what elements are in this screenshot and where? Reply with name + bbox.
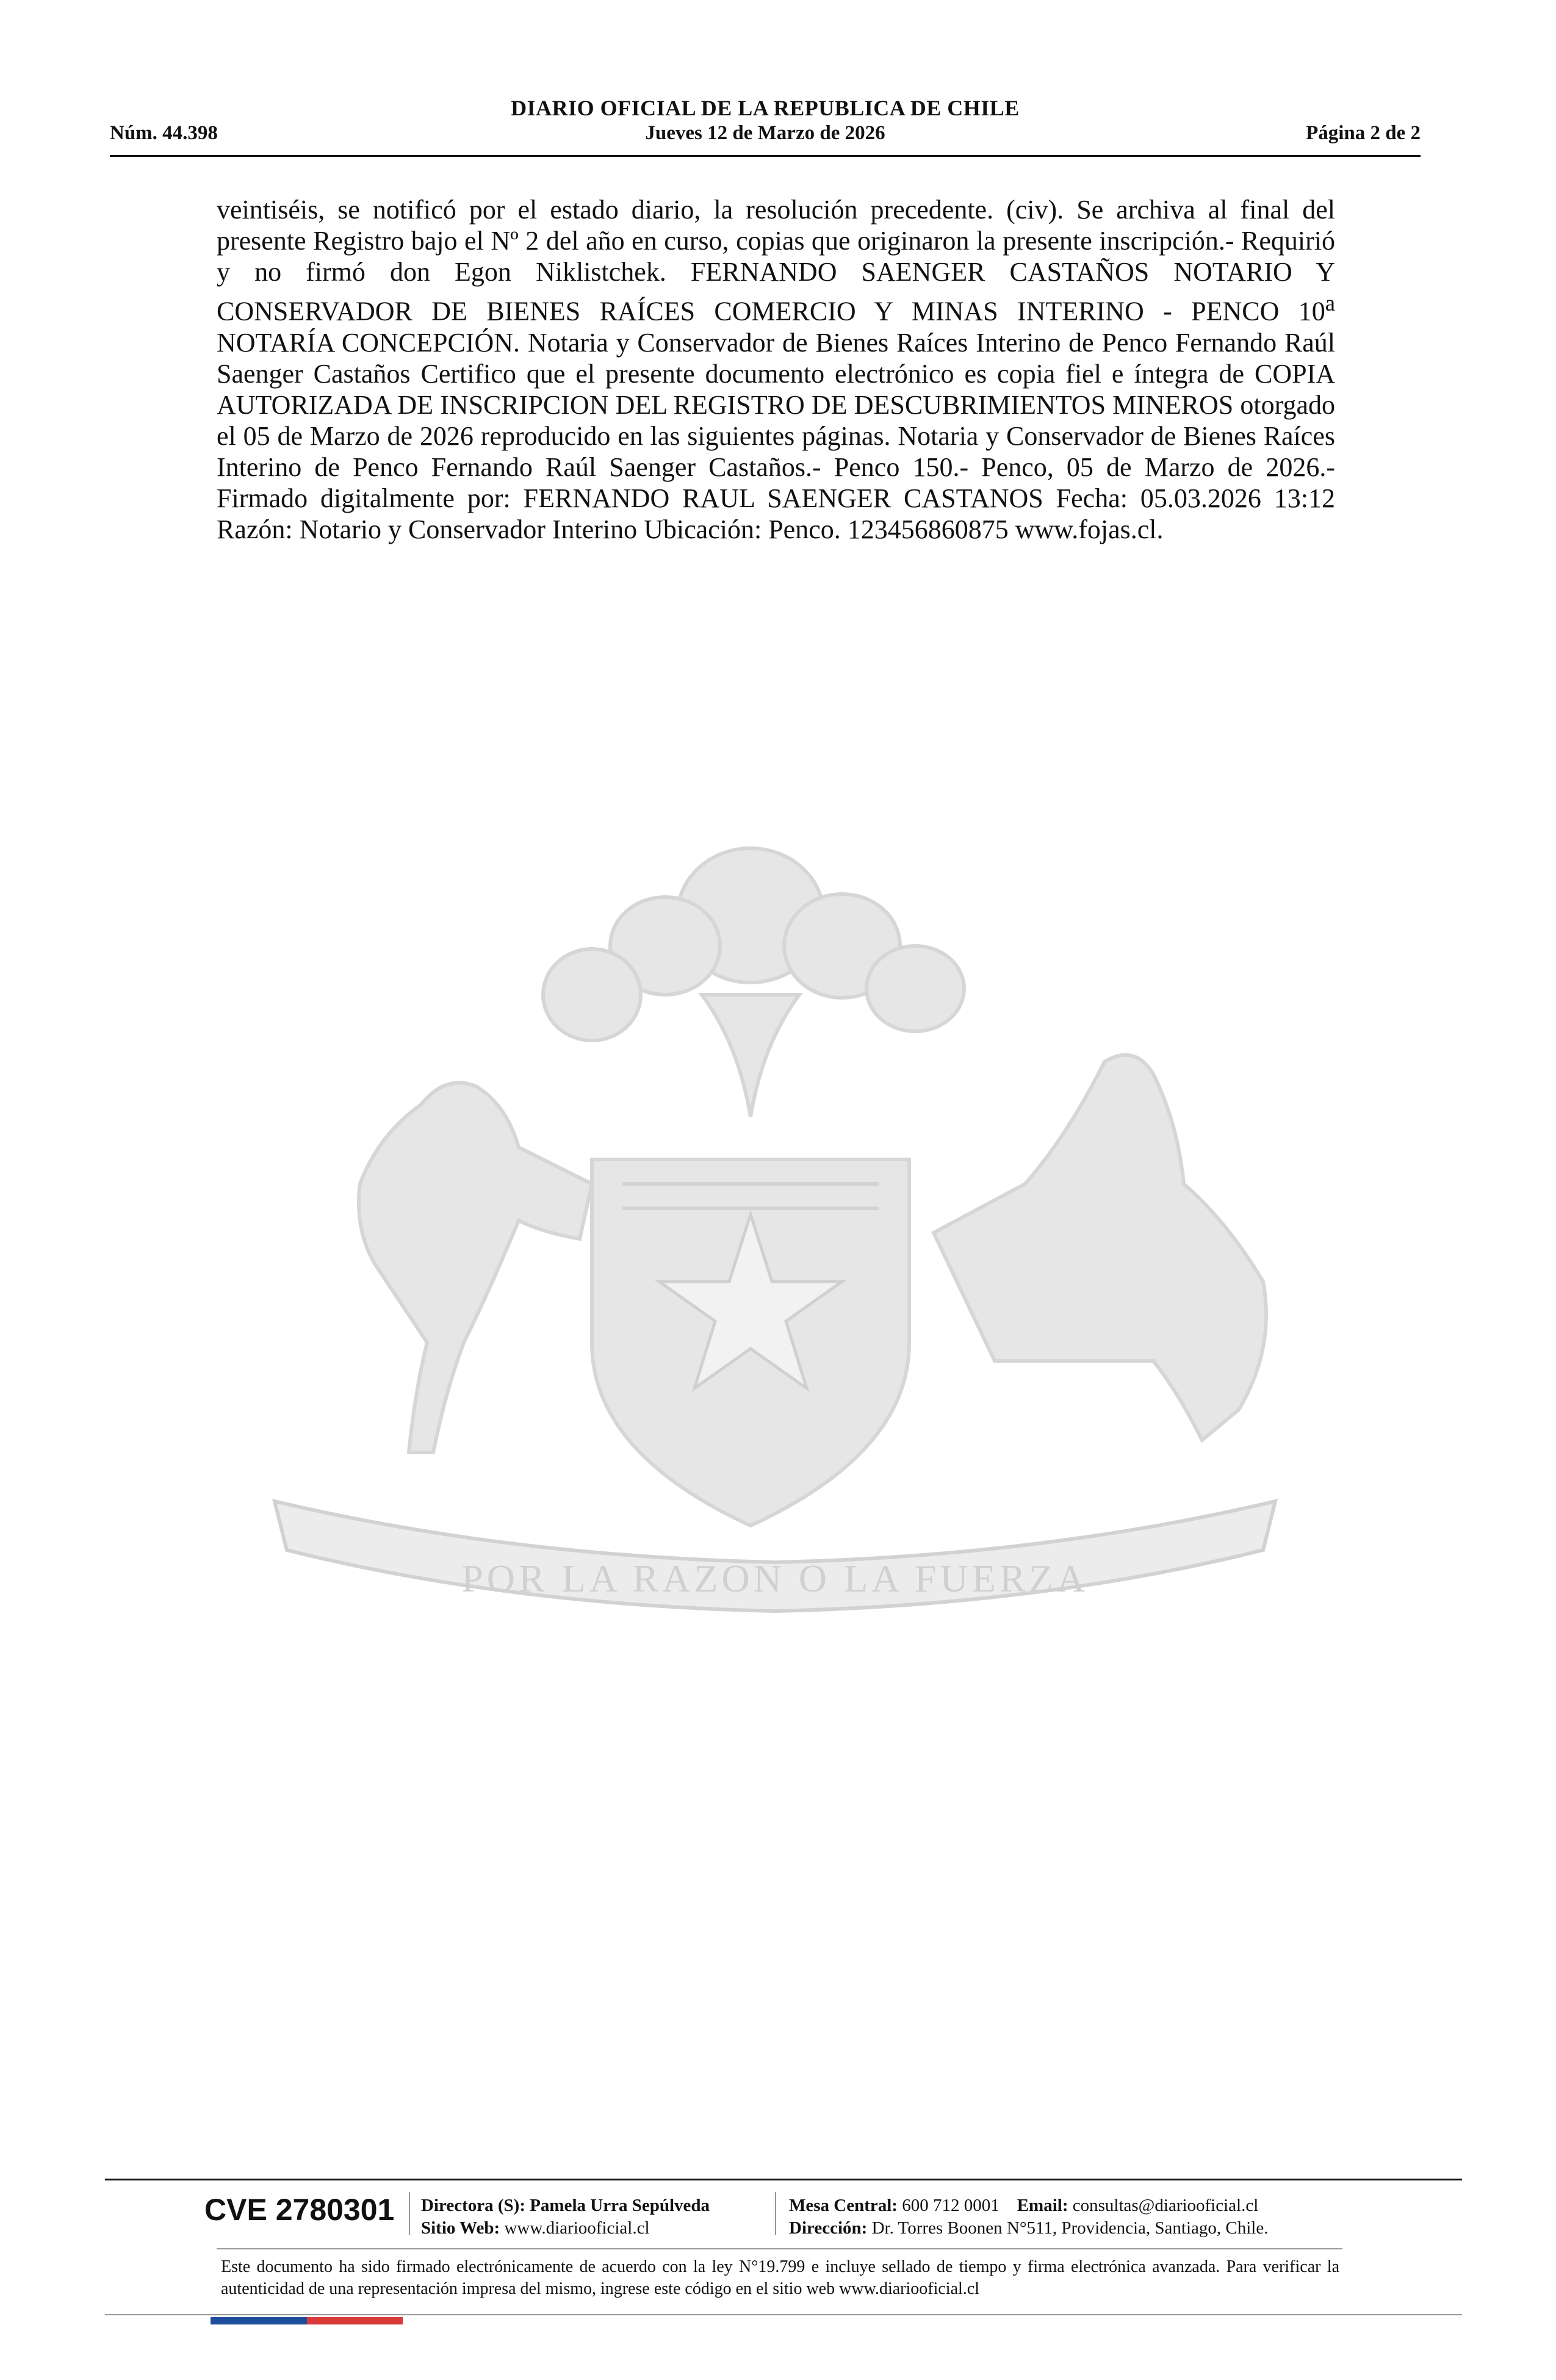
- footer-separator: [775, 2192, 776, 2235]
- flag-stripe-blue: [211, 2317, 307, 2324]
- phone-value: 600 712 0001: [902, 2196, 1000, 2215]
- website-label: Sitio Web:: [421, 2218, 500, 2238]
- issue-number: Núm. 44.398: [110, 122, 218, 144]
- footer-separator: [409, 2192, 410, 2235]
- footer-top-divider: [105, 2179, 1462, 2180]
- address-value: Dr. Torres Boonen N°511, Providencia, Santiago, Chile.: [871, 2218, 1269, 2238]
- website-link[interactable]: www.diariooficial.cl: [504, 2218, 650, 2238]
- page-indicator: Página 2 de 2: [1306, 122, 1421, 144]
- flag-stripe-red: [307, 2317, 403, 2324]
- body-text-part-2: NOTARÍA CONCEPCIÓN. Notaria y Conservador de Bienes Raíces Interino de Penco Fernando Raúl Saenger Castaños Certifico que el presente documento electrónico es copia fiel e íntegra de COPIA AUTORIZADA DE INSCRIPCION DEL REGISTRO DE DESCUBRIMIENTOS MINEROS otorgado el 05 de Marzo de 2026 reproducido en las siguientes páginas. Notaria y Conservador de Bienes Raíces Interino de Penco Fernando Raúl Saenger Castaños.- Penco 150.- Penco, 05 de Marzo de 2026.- Firmado digitalmente por: FERNANDO RAUL SAENGER CASTANOS Fecha: 05.03.2026 13:12 Razón: Notario y Conservador Interino Ubicación: Penco. 123456860875 www.fojas.cl.: [217, 327, 1335, 544]
- publication-title: DIARIO OFICIAL DE LA REPUBLICA DE CHILE: [511, 96, 1020, 120]
- director-label: Directora (S): Pamela Urra Sepúlveda: [421, 2196, 710, 2215]
- phone-label: Mesa Central:: [789, 2196, 898, 2215]
- cve-code: CVE 2780301: [204, 2193, 395, 2227]
- coat-of-arms-watermark-icon: [201, 842, 1349, 1684]
- email-link[interactable]: consultas@diariooficial.cl: [1072, 2196, 1259, 2215]
- footer-director-block: [421, 2194, 710, 2240]
- body-text-part-1: veintiséis, se notificó por el estado diario, la resolución precedente. (civ). Se archiva al final del presente Registro bajo el Nº 2 del año en curso, copias que originaron la presente inscripción.- Requirió y no firmó don Egon Niklistchek. FERNANDO SAENGER CASTAÑOS NOTARIO Y CONSERVADOR DE BIENES RAÍCES COMERCIO Y MINAS INTERINO - PENCO 10: [217, 195, 1335, 326]
- footer-mid-divider: [217, 2248, 1342, 2249]
- footer-bottom-divider: [105, 2314, 1462, 2315]
- ordinal-superscript: a: [1325, 290, 1335, 316]
- header-divider: [110, 155, 1421, 157]
- watermark-motto: POR LA RAZON O LA FUERZA: [461, 1557, 1089, 1600]
- email-label: Email:: [1017, 2196, 1068, 2215]
- signature-notice: Este documento ha sido firmado electrónicamente de acuerdo con la ley N°19.799 e incluye sellado de tiempo y firma electrónica avanzada. Para verificar la autenticidad de una representación impresa del mismo, ingrese este código en el sitio web www.diariooficial.cl: [221, 2257, 1339, 2298]
- page-header: [110, 92, 1421, 159]
- footer-contact-block: [789, 2194, 1268, 2240]
- body-paragraph: [217, 194, 1335, 545]
- address-label: Dirección:: [789, 2218, 868, 2238]
- issue-date: Jueves 12 de Marzo de 2026: [645, 122, 885, 144]
